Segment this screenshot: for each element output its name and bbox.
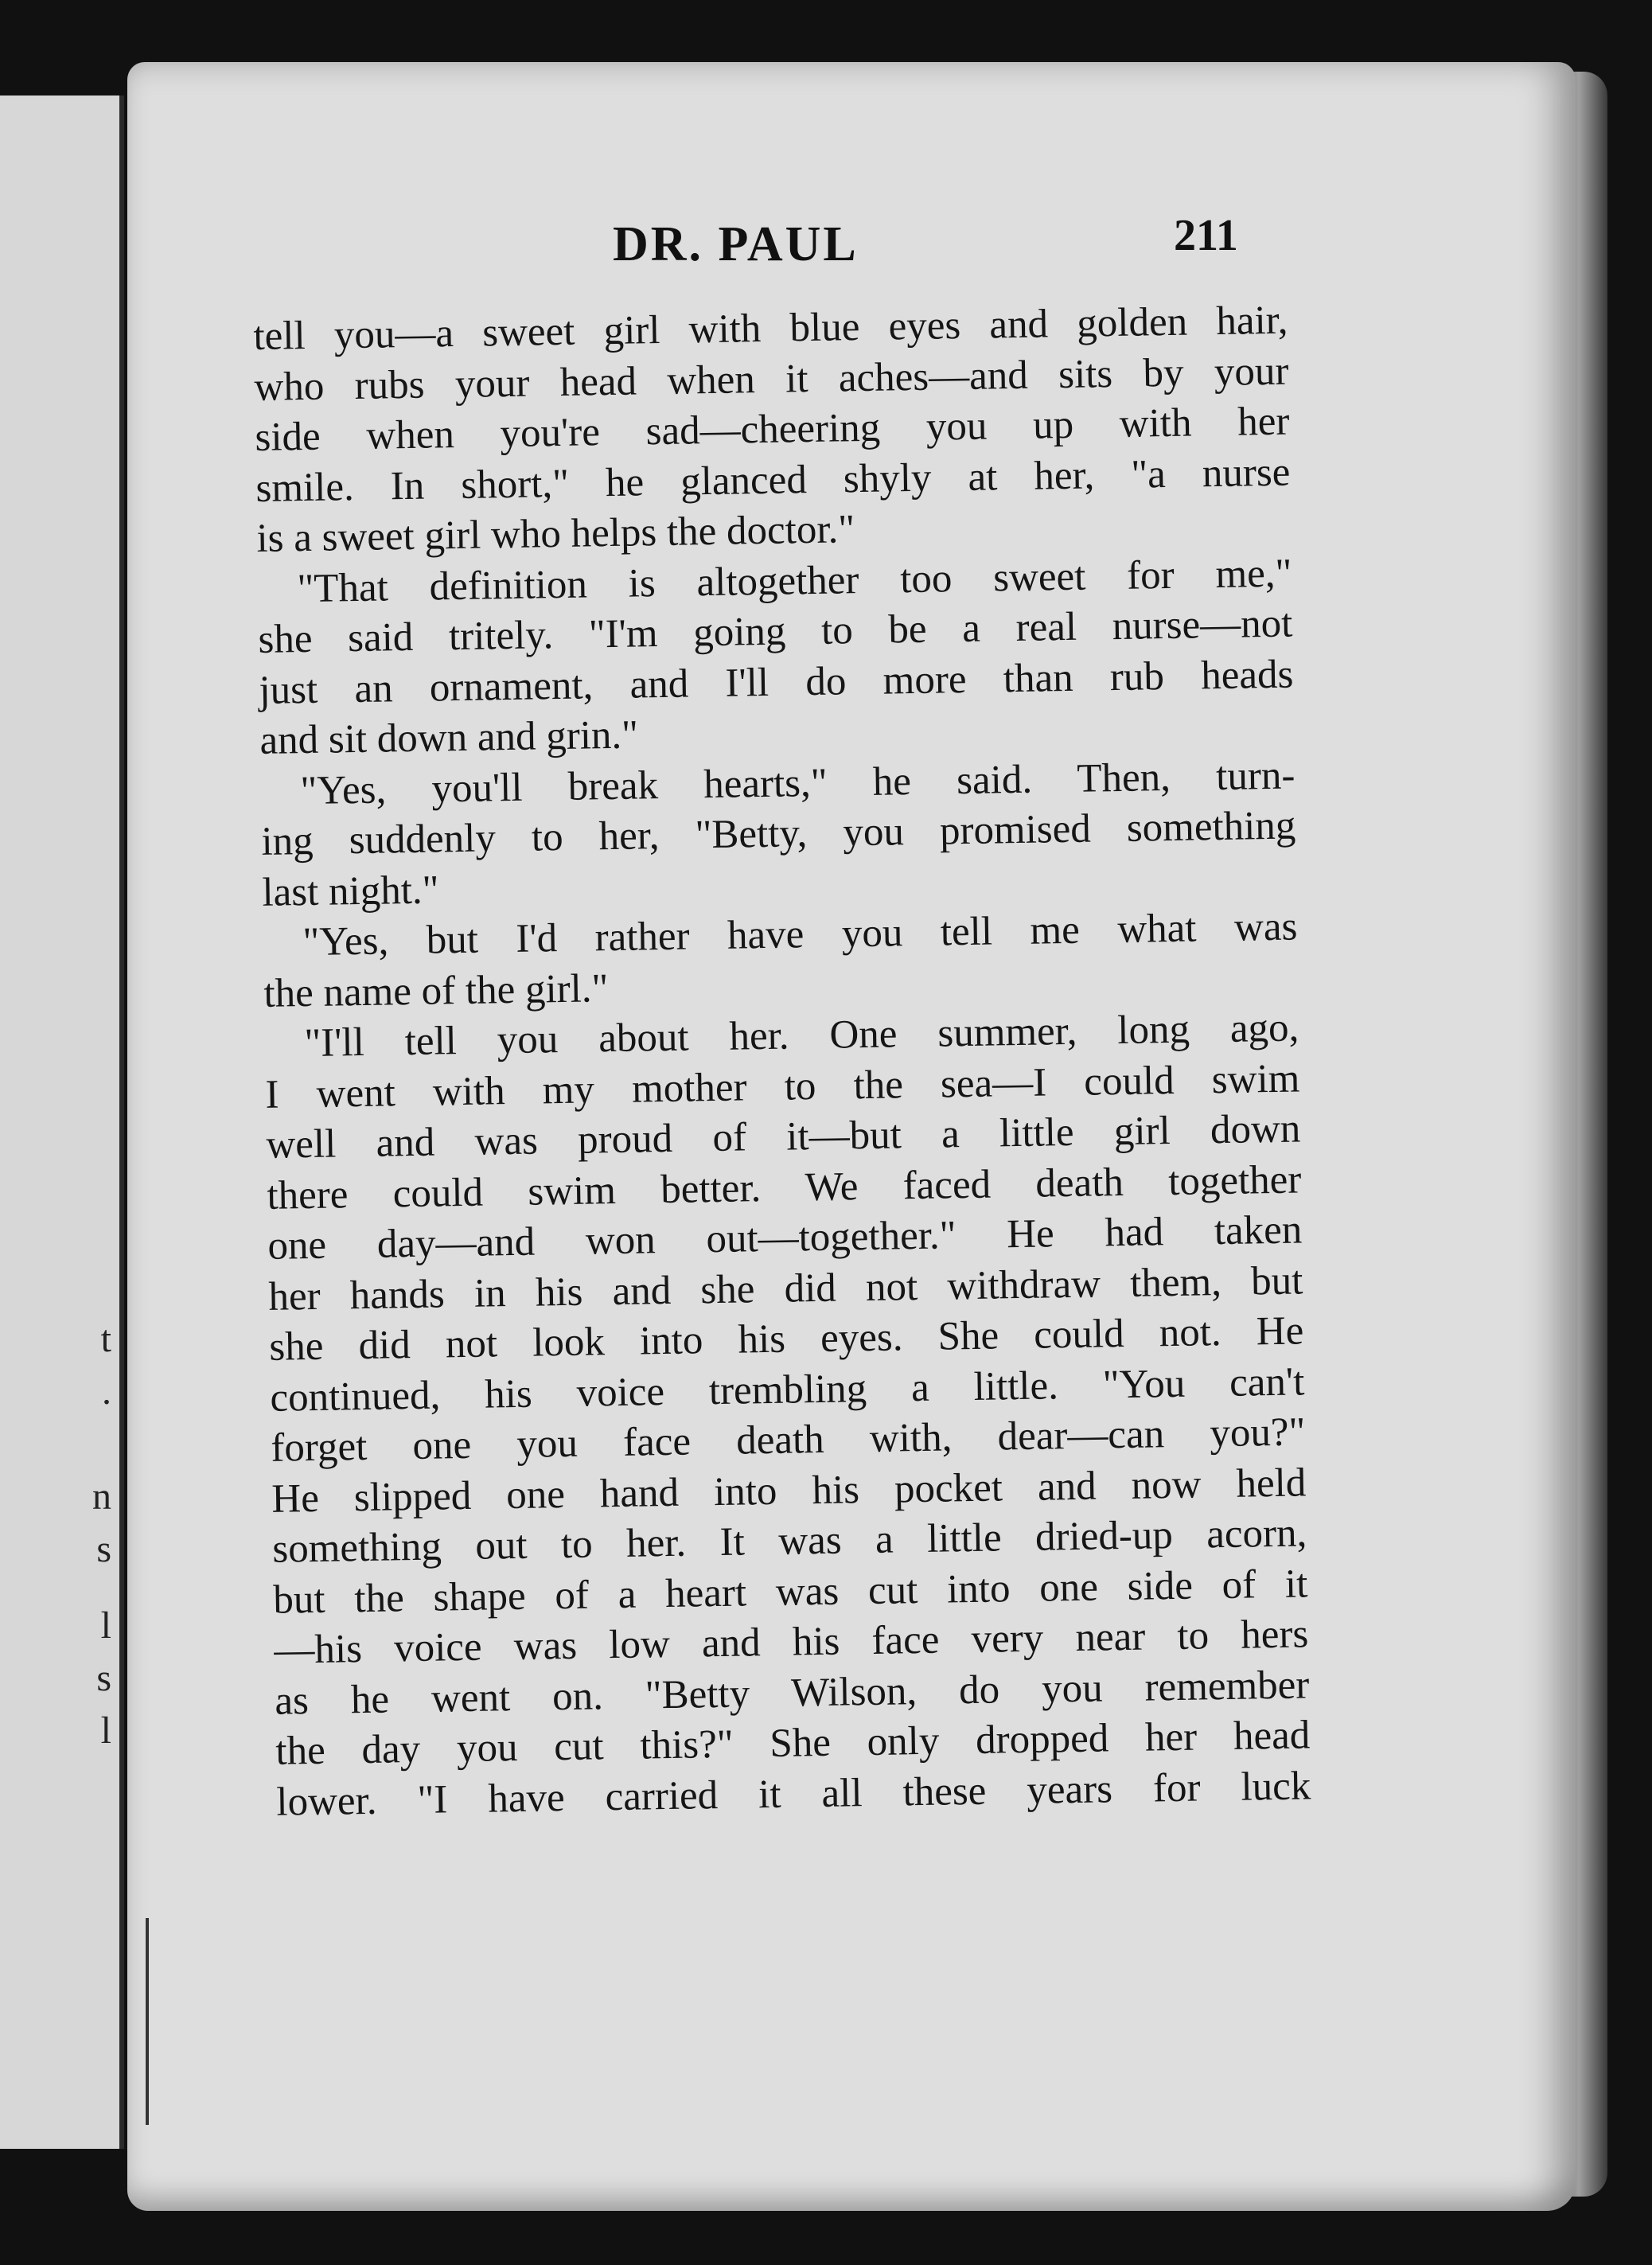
text-line: there could swim better. We faced death together xyxy=(267,1156,1302,1218)
text-line: she did not look into his eyes. She could not. He xyxy=(268,1308,1304,1370)
body-text xyxy=(253,296,1311,1828)
text-line: ing suddenly to her, "Betty, you promised something xyxy=(261,803,1296,864)
text-line: her hands in his and she did not withdraw them, but xyxy=(267,1257,1303,1320)
gutter-line xyxy=(146,1918,149,2125)
text-line: lower. "I have carried it all these years for luck xyxy=(275,1763,1311,1825)
text-line: smile. In short," he glanced shyly at her, "a nurse xyxy=(255,450,1291,511)
facing-page-letter: l xyxy=(100,1709,111,1752)
text-line: but the shape of a heart was cut into one side of it xyxy=(272,1561,1308,1623)
text-line: "That definition is altogether too sweet for me," xyxy=(297,551,1292,611)
text-line: continued, his voice trembling a little. "You can't xyxy=(269,1359,1305,1421)
text-line: side when you're sad—cheering you up with her xyxy=(255,399,1290,460)
text-line: tell you—a sweet girl with blue eyes and golden hair, xyxy=(253,298,1288,359)
text-line: "Yes, but I'd rather have you tell me what was xyxy=(302,904,1298,965)
facing-page-letter: s xyxy=(96,1528,111,1570)
text-line: forget one you face death with, dear—can you?" xyxy=(270,1409,1306,1471)
facing-page-letter: s xyxy=(96,1657,111,1699)
text-line: just an ornament, and I'll do more than rub heads xyxy=(259,652,1294,713)
text-line: "Yes, you'll break hearts," he said. Then, turn- xyxy=(300,753,1295,813)
text-line: the name of the girl." xyxy=(263,965,609,1016)
facing-page-letter: n xyxy=(92,1476,111,1518)
text-line: I went with my mother to the sea—I could swim xyxy=(265,1055,1300,1117)
text-line: last night." xyxy=(262,867,439,915)
text-line: the day you cut this?" She only dropped her head xyxy=(275,1713,1311,1774)
text-line: "I'll tell you about her. One summer, long ago, xyxy=(304,1005,1299,1066)
text-line: she said tritely. "I'm going to be a real nurse—not xyxy=(258,601,1293,662)
page-number: 211 xyxy=(1174,211,1238,260)
running-title: DR. PAUL xyxy=(613,217,859,271)
text-line: well and was proud of it—but a little girl down xyxy=(266,1106,1301,1168)
text-line: —his voice was low and his face very near to hers xyxy=(273,1612,1309,1673)
facing-page-letter: t xyxy=(100,1318,111,1360)
text-line: one day—and won out—together." He had taken xyxy=(267,1207,1303,1269)
text-line: and sit down and grin." xyxy=(259,712,639,763)
text-line: as he went on. "Betty Wilson, do you remember xyxy=(274,1662,1310,1724)
facing-page-letter: l xyxy=(100,1604,111,1647)
text-line: is a sweet girl who helps the doctor." xyxy=(256,507,855,561)
facing-page-letter: . xyxy=(102,1370,111,1413)
text-line: something out to her. It was a little dried-up acorn, xyxy=(271,1511,1307,1572)
facing-page-margin-letters xyxy=(80,1313,111,1757)
facing-page xyxy=(0,96,124,2149)
text-line: He slipped one hand into his pocket and now held xyxy=(271,1460,1307,1522)
text-line: who rubs your head when it aches—and sits by your xyxy=(254,349,1289,410)
